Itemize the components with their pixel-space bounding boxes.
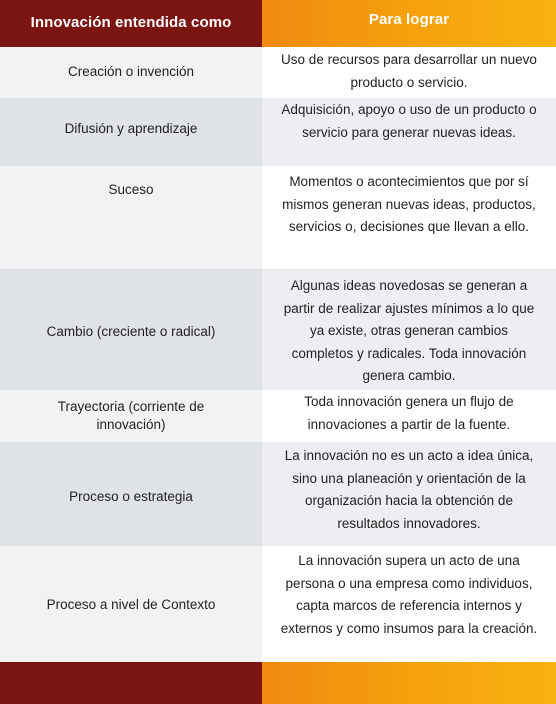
- table-header: [0, 0, 556, 47]
- row-concept-text: Cambio (creciente o radical): [46, 324, 216, 340]
- row-concept: [0, 98, 262, 166]
- row-concept-text: Proceso a nivel de Contexto: [46, 596, 216, 612]
- row-goal: Uso de recursos para desarrollar un nuevo producto o servicio.: [262, 47, 556, 98]
- row-concept: [0, 546, 262, 662]
- row-concept-text: Creación o invención: [67, 64, 195, 80]
- table-row: [0, 98, 556, 166]
- table-row: [0, 47, 556, 98]
- table-row: [0, 166, 556, 269]
- row-goal: Algunas ideas novedosas se generan a partir de realizar ajustes mínimos a lo que ya existe, otras generan cambios completos y radicales. Toda innovación genera cambio.: [262, 269, 556, 390]
- row-concept: [0, 47, 262, 98]
- table-body: [0, 47, 556, 662]
- table-row: [0, 546, 556, 662]
- table-row: [0, 390, 556, 442]
- row-concept: [0, 269, 262, 390]
- header-concept: Innovación entendida como: [0, 0, 262, 47]
- footer-right-bar: [262, 662, 556, 704]
- row-concept: [0, 442, 262, 546]
- row-concept-text: Trayectoria (corriente de innovación): [57, 399, 205, 432]
- table-row: [0, 269, 556, 390]
- row-concept: [0, 390, 262, 442]
- row-goal: La innovación no es un acto a idea única, sino una planeación y orientación de la organización hacia la obtención de resultados innovadores.: [262, 442, 556, 546]
- footer-left-bar: [0, 662, 262, 704]
- row-concept-text: Proceso o estrategia: [69, 488, 193, 504]
- row-goal: Toda innovación genera un flujo de innovaciones a partir de la fuente.: [262, 390, 556, 442]
- row-goal: La innovación supera un acto de una persona o una empresa como individuos, capta marcos de referencia internos y externos y como insumos para la creación.: [262, 546, 556, 662]
- table-footer: [0, 662, 556, 704]
- row-goal: Adquisición, apoyo o uso de un producto o servicio para generar nuevas ideas.: [262, 98, 556, 166]
- row-concept: [0, 166, 262, 269]
- header-goal: Para lograr: [262, 0, 556, 47]
- table-row: [0, 442, 556, 546]
- row-concept-text: Difusión y aprendizaje: [64, 120, 198, 136]
- row-goal: Momentos o acontecimientos que por sí mismos generan nuevas ideas, productos, servicios o, decisiones que llevan a ello.: [262, 166, 556, 269]
- row-concept-text: Suceso: [108, 182, 154, 197]
